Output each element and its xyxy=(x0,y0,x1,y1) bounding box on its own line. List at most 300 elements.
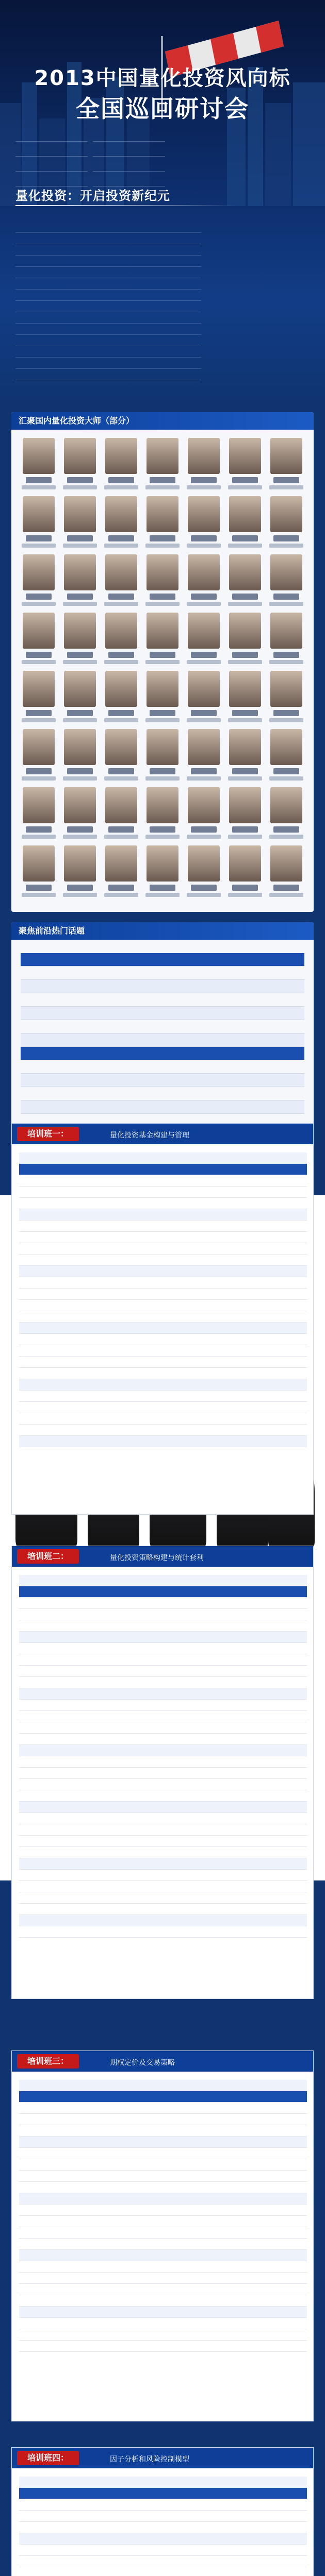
organizer-line xyxy=(15,335,201,346)
expert-photo xyxy=(64,496,96,532)
expert-photo xyxy=(188,613,220,649)
expert-title xyxy=(269,660,303,664)
training-2-badge: 培训班二： xyxy=(17,1549,79,1564)
organizer-line xyxy=(15,278,201,290)
expert-photo xyxy=(188,496,220,532)
expert-card xyxy=(19,554,59,610)
expert-title xyxy=(269,893,303,897)
schedule-row xyxy=(19,1232,307,1243)
organizer-list xyxy=(15,222,201,380)
organizer-line xyxy=(15,358,201,369)
schedule-row xyxy=(19,2080,307,2091)
schedule-row xyxy=(19,2114,307,2125)
expert-name xyxy=(232,710,258,716)
expert-photo xyxy=(147,845,178,882)
agenda-section-title: 聚焦前沿热门话题 xyxy=(11,922,314,940)
expert-photo xyxy=(270,787,302,823)
expert-photo xyxy=(188,787,220,823)
expert-name xyxy=(273,768,299,774)
expert-title xyxy=(269,544,303,548)
expert-title xyxy=(187,893,221,897)
schedule-row xyxy=(19,1700,307,1711)
expert-name xyxy=(67,652,93,658)
expert-card xyxy=(19,496,59,552)
schedule-row xyxy=(19,2216,307,2227)
expert-card xyxy=(266,787,306,843)
expert-name xyxy=(67,768,93,774)
schedule-row xyxy=(19,1688,307,1700)
expert-name xyxy=(273,477,299,483)
schedule-row xyxy=(19,1379,307,1391)
schedule-row xyxy=(19,2159,307,2171)
expert-name xyxy=(67,535,93,541)
schedule-row xyxy=(19,1323,307,1334)
schedule-row xyxy=(19,1790,307,1802)
expert-name xyxy=(191,826,217,833)
expert-photo xyxy=(229,729,261,765)
expert-card xyxy=(142,729,183,785)
expert-name xyxy=(150,535,175,541)
expert-photo xyxy=(270,496,302,532)
expert-card xyxy=(142,496,183,552)
schedule-row xyxy=(19,1368,307,1379)
expert-photo xyxy=(147,671,178,707)
expert-name xyxy=(150,710,175,716)
expert-name xyxy=(108,594,134,600)
expert-name xyxy=(191,710,217,716)
schedule-row xyxy=(19,1926,307,1938)
training-1-badge: 培训班一： xyxy=(17,1127,79,1141)
schedule-row xyxy=(19,1311,307,1323)
schedule-row xyxy=(19,1175,307,1187)
organizer-line xyxy=(15,233,201,244)
expert-title xyxy=(63,776,97,781)
experts-section xyxy=(11,412,314,912)
expert-name xyxy=(67,594,93,600)
schedule-row xyxy=(19,1711,307,1722)
expert-name xyxy=(26,652,52,658)
expert-photo xyxy=(64,671,96,707)
schedule-row xyxy=(19,1677,307,1688)
city-line xyxy=(93,131,165,142)
schedule-row xyxy=(19,1575,307,1586)
expert-photo xyxy=(105,496,137,532)
expert-photo xyxy=(147,438,178,474)
expert-photo xyxy=(64,613,96,649)
schedule-row xyxy=(19,1300,307,1311)
expert-title xyxy=(145,718,180,722)
hero-title-line1: 2013中国量化投资风向标 xyxy=(34,66,291,90)
schedule-row xyxy=(19,1598,307,1609)
expert-photo xyxy=(105,554,137,590)
schedule-row xyxy=(19,1892,307,1904)
expert-card xyxy=(101,845,141,901)
expert-photo xyxy=(23,671,55,707)
schedule-row xyxy=(19,2227,307,2239)
schedule-row xyxy=(19,1425,307,1436)
schedule-row xyxy=(19,1187,307,1198)
schedule-row xyxy=(19,2511,307,2522)
expert-card xyxy=(184,729,224,785)
schedule-row xyxy=(19,1836,307,1847)
expert-title xyxy=(63,718,97,722)
schedule-row xyxy=(19,1620,307,1632)
expert-name xyxy=(67,710,93,716)
expert-name xyxy=(26,768,52,774)
expert-photo xyxy=(105,613,137,649)
expert-title xyxy=(63,835,97,839)
expert-photo xyxy=(188,554,220,590)
organizer-line xyxy=(15,290,201,301)
expert-name xyxy=(273,826,299,833)
expert-photo xyxy=(64,845,96,882)
city-line xyxy=(93,146,165,157)
expert-title xyxy=(22,776,56,781)
expert-name xyxy=(26,710,52,716)
expert-title xyxy=(22,718,56,722)
schedule-row xyxy=(19,1402,307,1413)
schedule-row xyxy=(19,1243,307,1255)
expert-name xyxy=(150,768,175,774)
expert-card xyxy=(60,845,100,901)
expert-title xyxy=(269,835,303,839)
expert-name xyxy=(26,477,52,483)
schedule-row xyxy=(19,1870,307,1881)
expert-title xyxy=(269,718,303,722)
expert-photo xyxy=(270,438,302,474)
agenda-row xyxy=(21,967,304,980)
expert-name xyxy=(26,885,52,891)
expert-name xyxy=(108,477,134,483)
expert-photo xyxy=(23,729,55,765)
expert-name xyxy=(108,826,134,833)
expert-card xyxy=(184,496,224,552)
expert-title xyxy=(63,602,97,606)
expert-title xyxy=(104,660,138,664)
expert-name xyxy=(191,535,217,541)
expert-card xyxy=(101,496,141,552)
schedule-row xyxy=(19,2488,307,2499)
expert-name xyxy=(26,594,52,600)
schedule-row xyxy=(19,2329,307,2341)
expert-title xyxy=(269,602,303,606)
schedule-row xyxy=(19,2284,307,2295)
expert-card xyxy=(142,613,183,668)
schedule-row xyxy=(19,2125,307,2137)
training-4-badge: 培训班四： xyxy=(17,2451,79,2465)
expert-photo xyxy=(64,787,96,823)
expert-card xyxy=(266,613,306,668)
hero-subtitle: 量化投资：开启投资新纪元 xyxy=(15,189,170,203)
expert-name xyxy=(108,768,134,774)
expert-card xyxy=(142,554,183,610)
training-3 xyxy=(11,2050,314,2421)
schedule-row xyxy=(19,1847,307,1858)
city-line xyxy=(15,146,88,157)
expert-title xyxy=(145,485,180,489)
expert-title xyxy=(228,893,262,897)
organizer-line xyxy=(15,222,201,233)
agenda-row xyxy=(21,980,304,993)
expert-photo xyxy=(23,496,55,532)
expert-name xyxy=(191,768,217,774)
schedule-row xyxy=(19,1609,307,1620)
schedule-row xyxy=(19,1153,307,1164)
schedule-row xyxy=(19,1586,307,1598)
schedule-row xyxy=(19,2205,307,2216)
expert-card xyxy=(184,671,224,726)
city-line xyxy=(15,131,88,142)
training-2-topic: 量化投资策略构建与统计套利 xyxy=(110,1554,204,1562)
expert-photo xyxy=(23,613,55,649)
schedule-row xyxy=(19,1802,307,1813)
expert-card xyxy=(225,554,265,610)
expert-photo xyxy=(188,438,220,474)
expert-card xyxy=(266,845,306,901)
schedule-row xyxy=(19,1436,307,1447)
expert-title xyxy=(104,776,138,781)
expert-name xyxy=(150,652,175,658)
schedule-row xyxy=(19,2261,307,2273)
expert-card xyxy=(225,845,265,901)
expert-photo xyxy=(229,438,261,474)
schedule-row xyxy=(19,2295,307,2307)
expert-card xyxy=(266,438,306,494)
training-2 xyxy=(11,1546,314,1999)
expert-name xyxy=(108,535,134,541)
expert-title xyxy=(187,602,221,606)
training-3-badge: 培训班三： xyxy=(17,2054,79,2069)
expert-card xyxy=(225,729,265,785)
schedule-row xyxy=(19,1266,307,1277)
schedule-row xyxy=(19,1745,307,1756)
expert-name xyxy=(26,826,52,833)
expert-photo xyxy=(147,554,178,590)
expert-title xyxy=(145,835,180,839)
schedule-row xyxy=(19,1654,307,1666)
expert-photo xyxy=(229,613,261,649)
expert-card xyxy=(19,671,59,726)
expert-name xyxy=(273,652,299,658)
expert-title xyxy=(145,544,180,548)
expert-name xyxy=(232,477,258,483)
expert-title xyxy=(104,835,138,839)
agenda-header-row xyxy=(21,1047,304,1060)
expert-title xyxy=(145,776,180,781)
expert-photo xyxy=(64,554,96,590)
expert-card xyxy=(266,729,306,785)
schedule-row xyxy=(19,1632,307,1643)
expert-photo xyxy=(23,787,55,823)
expert-photo xyxy=(270,845,302,882)
expert-card xyxy=(266,496,306,552)
expert-name xyxy=(191,885,217,891)
expert-name xyxy=(232,652,258,658)
organizer-line xyxy=(15,369,201,380)
schedule-row xyxy=(19,2148,307,2159)
schedule-row xyxy=(19,2193,307,2205)
hero-banner xyxy=(0,0,325,402)
expert-card xyxy=(142,438,183,494)
expert-name xyxy=(191,594,217,600)
schedule-row xyxy=(19,2103,307,2114)
expert-title xyxy=(228,776,262,781)
expert-card xyxy=(225,613,265,668)
expert-title xyxy=(187,776,221,781)
expert-photo xyxy=(105,787,137,823)
expert-name xyxy=(273,594,299,600)
expert-photo xyxy=(64,729,96,765)
expert-card xyxy=(60,554,100,610)
expert-photo xyxy=(147,496,178,532)
expert-photo xyxy=(188,729,220,765)
expert-card xyxy=(60,496,100,552)
schedule-row xyxy=(19,2341,307,2352)
organizer-line xyxy=(15,267,201,278)
schedule-row xyxy=(19,1345,307,1357)
schedule-row xyxy=(19,2318,307,2329)
schedule-row xyxy=(19,1904,307,1915)
expert-name xyxy=(67,885,93,891)
expert-photo xyxy=(105,845,137,882)
organizer-line xyxy=(15,324,201,335)
training-1-schedule xyxy=(19,1153,307,1447)
expert-photo xyxy=(270,613,302,649)
expert-name xyxy=(273,710,299,716)
expert-title xyxy=(187,718,221,722)
city-line xyxy=(15,176,88,187)
expert-card xyxy=(184,613,224,668)
expert-photo xyxy=(188,671,220,707)
schedule-row xyxy=(19,1334,307,1345)
schedule-row xyxy=(19,1289,307,1300)
organizer-line xyxy=(15,244,201,256)
subtitle-underline xyxy=(15,205,237,206)
schedule-row xyxy=(19,1722,307,1734)
organizer-line xyxy=(15,346,201,358)
expert-photo xyxy=(105,671,137,707)
schedule-row xyxy=(19,2239,307,2250)
expert-title xyxy=(104,893,138,897)
expert-title xyxy=(228,835,262,839)
expert-card xyxy=(184,438,224,494)
expert-photo xyxy=(147,613,178,649)
agenda-row xyxy=(21,1020,304,1033)
schedule-row xyxy=(19,1643,307,1654)
expert-card xyxy=(266,671,306,726)
agenda-row xyxy=(21,1007,304,1020)
agenda-row xyxy=(21,1033,304,1047)
schedule-row xyxy=(19,1824,307,1836)
expert-photo xyxy=(229,671,261,707)
schedule-row xyxy=(19,1198,307,1209)
expert-photo xyxy=(105,729,137,765)
schedule-row xyxy=(19,1768,307,1779)
expert-title xyxy=(228,485,262,489)
expert-card xyxy=(60,787,100,843)
expert-photo xyxy=(229,496,261,532)
expert-title xyxy=(22,544,56,548)
expert-card xyxy=(19,787,59,843)
expert-name xyxy=(67,826,93,833)
expert-card xyxy=(225,438,265,494)
expert-name xyxy=(108,652,134,658)
schedule-row xyxy=(19,2091,307,2103)
expert-card xyxy=(101,438,141,494)
expert-name xyxy=(191,477,217,483)
expert-photo xyxy=(188,845,220,882)
expert-title xyxy=(228,718,262,722)
expert-photo xyxy=(23,554,55,590)
schedule-row xyxy=(19,1209,307,1221)
schedule-row xyxy=(19,1255,307,1266)
expert-card xyxy=(266,554,306,610)
schedule-row xyxy=(19,1881,307,1892)
expert-name xyxy=(273,535,299,541)
expert-card xyxy=(184,845,224,901)
expert-photo xyxy=(23,438,55,474)
expert-card xyxy=(19,613,59,668)
expert-name xyxy=(232,885,258,891)
city-list xyxy=(15,131,186,191)
expert-title xyxy=(269,485,303,489)
expert-card xyxy=(19,845,59,901)
expert-title xyxy=(63,485,97,489)
schedule-row xyxy=(19,1813,307,1824)
schedule-row xyxy=(19,2307,307,2318)
expert-title xyxy=(145,602,180,606)
expert-card xyxy=(101,787,141,843)
expert-card xyxy=(101,671,141,726)
training-4-topic: 因子分析和风险控制模型 xyxy=(110,2455,189,2464)
training-3-topic: 期权定价及交易策略 xyxy=(110,2059,175,2067)
agenda-header-row xyxy=(21,953,304,967)
expert-title xyxy=(22,602,56,606)
organizer-line xyxy=(15,301,201,312)
schedule-row xyxy=(19,1357,307,1368)
schedule-row xyxy=(19,2182,307,2193)
expert-title xyxy=(187,835,221,839)
expert-title xyxy=(22,835,56,839)
expert-card xyxy=(60,438,100,494)
expert-card xyxy=(142,845,183,901)
schedule-row xyxy=(19,2499,307,2511)
expert-card xyxy=(225,787,265,843)
expert-card xyxy=(19,729,59,785)
expert-title xyxy=(187,660,221,664)
schedule-row xyxy=(19,1915,307,1926)
expert-title xyxy=(187,544,221,548)
schedule-row xyxy=(19,2522,307,2533)
schedule-row xyxy=(19,2545,307,2556)
expert-card xyxy=(19,438,59,494)
training-2-schedule xyxy=(19,1575,307,1938)
schedule-row xyxy=(19,2567,307,2576)
schedule-row xyxy=(19,2171,307,2182)
expert-title xyxy=(63,893,97,897)
training-1 xyxy=(11,1123,314,1515)
schedule-row xyxy=(19,1221,307,1232)
expert-name xyxy=(232,768,258,774)
schedule-row xyxy=(19,1734,307,1745)
expert-title xyxy=(104,602,138,606)
schedule-row xyxy=(19,1779,307,1790)
expert-title xyxy=(22,485,56,489)
expert-card xyxy=(225,671,265,726)
expert-title xyxy=(22,893,56,897)
expert-name xyxy=(150,826,175,833)
expert-name xyxy=(67,477,93,483)
